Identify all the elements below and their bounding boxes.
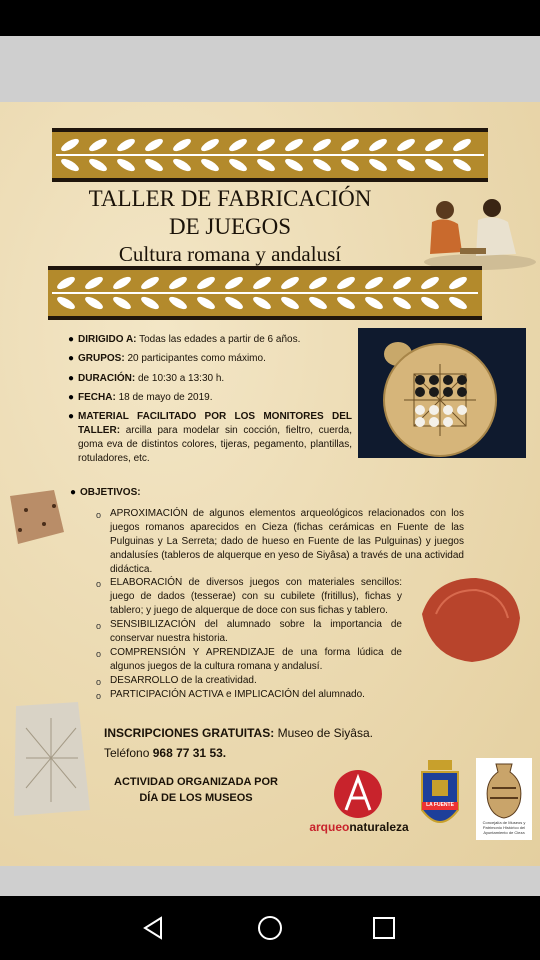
inscriptions-line: INSCRIPCIONES GRATUITAS: Museo de Siyâsa.	[104, 726, 373, 740]
circle-bullet-icon: o	[96, 579, 102, 589]
objective-item: COMPRENSIÓN Y APRENDIZAJE de una forma lúdica de algunos juegos de la cultura romana y andalusí.	[110, 647, 402, 672]
ceramic-fragment-photo	[416, 574, 524, 666]
museum-caption: Concejalía de Museos y Patrimonio Histórico del Ayuntamiento de Cieza	[482, 820, 526, 835]
top-gray-band	[0, 36, 540, 102]
objective-item: PARTICIPACIÓN ACTIVA e IMPLICACIÓN del alumnado.	[110, 689, 365, 700]
home-button[interactable]	[250, 908, 290, 948]
organized-by-line-1: ACTIVIDAD ORGANIZADA POR	[114, 776, 278, 788]
logo-text-dark: naturaleza	[349, 820, 409, 834]
bullet-icon: ●	[70, 487, 77, 498]
game-board-image	[358, 328, 526, 458]
bullet-icon: ●	[68, 411, 75, 422]
laurel-band-bottom	[48, 266, 482, 320]
objective-item: APROXIMACIÓN de algunos elementos arqueológicos relacionados con los juegos romanos aparecidos en Cieza (fichas cerámicas en Fuente de las Pulguinas y La Serreta; dado de hueso en Fuente de las Pulguinas) y juegos andalusíes (tableros de alquerque en yeso de Siyâsa) a través de una actividad didáctica.	[110, 508, 464, 575]
children-playing-illustration	[420, 192, 538, 272]
info-dirigido: DIRIGIDO A: Todas las edades a partir de 6 años.	[78, 334, 301, 345]
bottom-gray-band	[0, 866, 540, 896]
bullet-icon: ●	[68, 373, 75, 384]
bullet-icon: ●	[68, 334, 75, 345]
poster	[0, 102, 540, 866]
coat-of-arms-icon	[416, 758, 464, 838]
navigation-bar	[0, 896, 540, 960]
circle-bullet-icon: o	[96, 649, 102, 659]
la-fuente-shield	[416, 758, 464, 838]
alquerque-board-photo	[358, 328, 526, 458]
status-bar	[0, 0, 540, 36]
circle-bullet-icon: o	[96, 510, 102, 520]
amphora-icon	[476, 758, 532, 820]
title-line-2: DE JUEGOS	[168, 214, 292, 239]
logo-text-red: arqueo	[309, 820, 350, 834]
organized-by-line-2: DÍA DE LOS MUSEOS	[139, 792, 253, 804]
museum-amphora-logo	[476, 758, 532, 840]
objective-item: ELABORACIÓN de diversos juegos con materiales sencillos: juego de dados (tesserae) con su cubilete (fritillus), fichas y tablero; y juego de alquerque de doce con sus fichas y tablero.	[110, 577, 402, 616]
dice-photo	[4, 486, 68, 550]
info-grupos: GRUPOS: 20 participantes como máximo.	[78, 353, 266, 364]
circle-bullet-icon: o	[96, 677, 102, 687]
bullet-icon: ●	[68, 392, 75, 403]
arqueonaturaleza-a-icon	[304, 766, 414, 818]
subtitle: Cultura romana y andalusí	[118, 242, 342, 266]
info-material: MATERIAL FACILITADO POR LOS MONITORES DEL TALLER: arcilla para modelar sin cocción, fieltro, cuerda, goma eva de distintos colores, tijeras, pegamento, plantillas, rotuladores, etc.	[78, 411, 353, 464]
back-button[interactable]	[134, 908, 174, 948]
recents-button[interactable]	[364, 908, 404, 948]
laurel-pattern-icon	[52, 128, 488, 182]
recents-square-icon	[371, 915, 397, 941]
shield-label: LA FUENTE	[426, 802, 454, 808]
circle-bullet-icon: o	[96, 691, 102, 701]
back-triangle-icon	[141, 915, 167, 941]
info-fecha: FECHA: 18 de mayo de 2019.	[78, 392, 213, 403]
arqueonaturaleza-logo	[304, 766, 414, 838]
laurel-pattern-icon	[48, 266, 482, 320]
info-duracion: DURACIÓN: de 10:30 a 13:30 h.	[78, 373, 225, 384]
phone-line: Teléfono 968 77 31 53.	[104, 746, 227, 760]
bullet-icon: ●	[68, 353, 75, 364]
title-line-1: TALLER DE FABRICACIÓN	[88, 186, 372, 211]
circle-bullet-icon: o	[96, 621, 102, 631]
objective-item: SENSIBILIZACIÓN del alumnado sobre la importancia de conservar nuestra historia.	[110, 619, 402, 644]
laurel-band-top	[52, 128, 488, 182]
home-circle-icon	[257, 915, 283, 941]
objectives-heading: OBJETIVOS:	[80, 487, 141, 498]
stone-tablet-photo	[6, 698, 96, 820]
objective-item: DESARROLLO de la creatividad.	[110, 675, 257, 686]
